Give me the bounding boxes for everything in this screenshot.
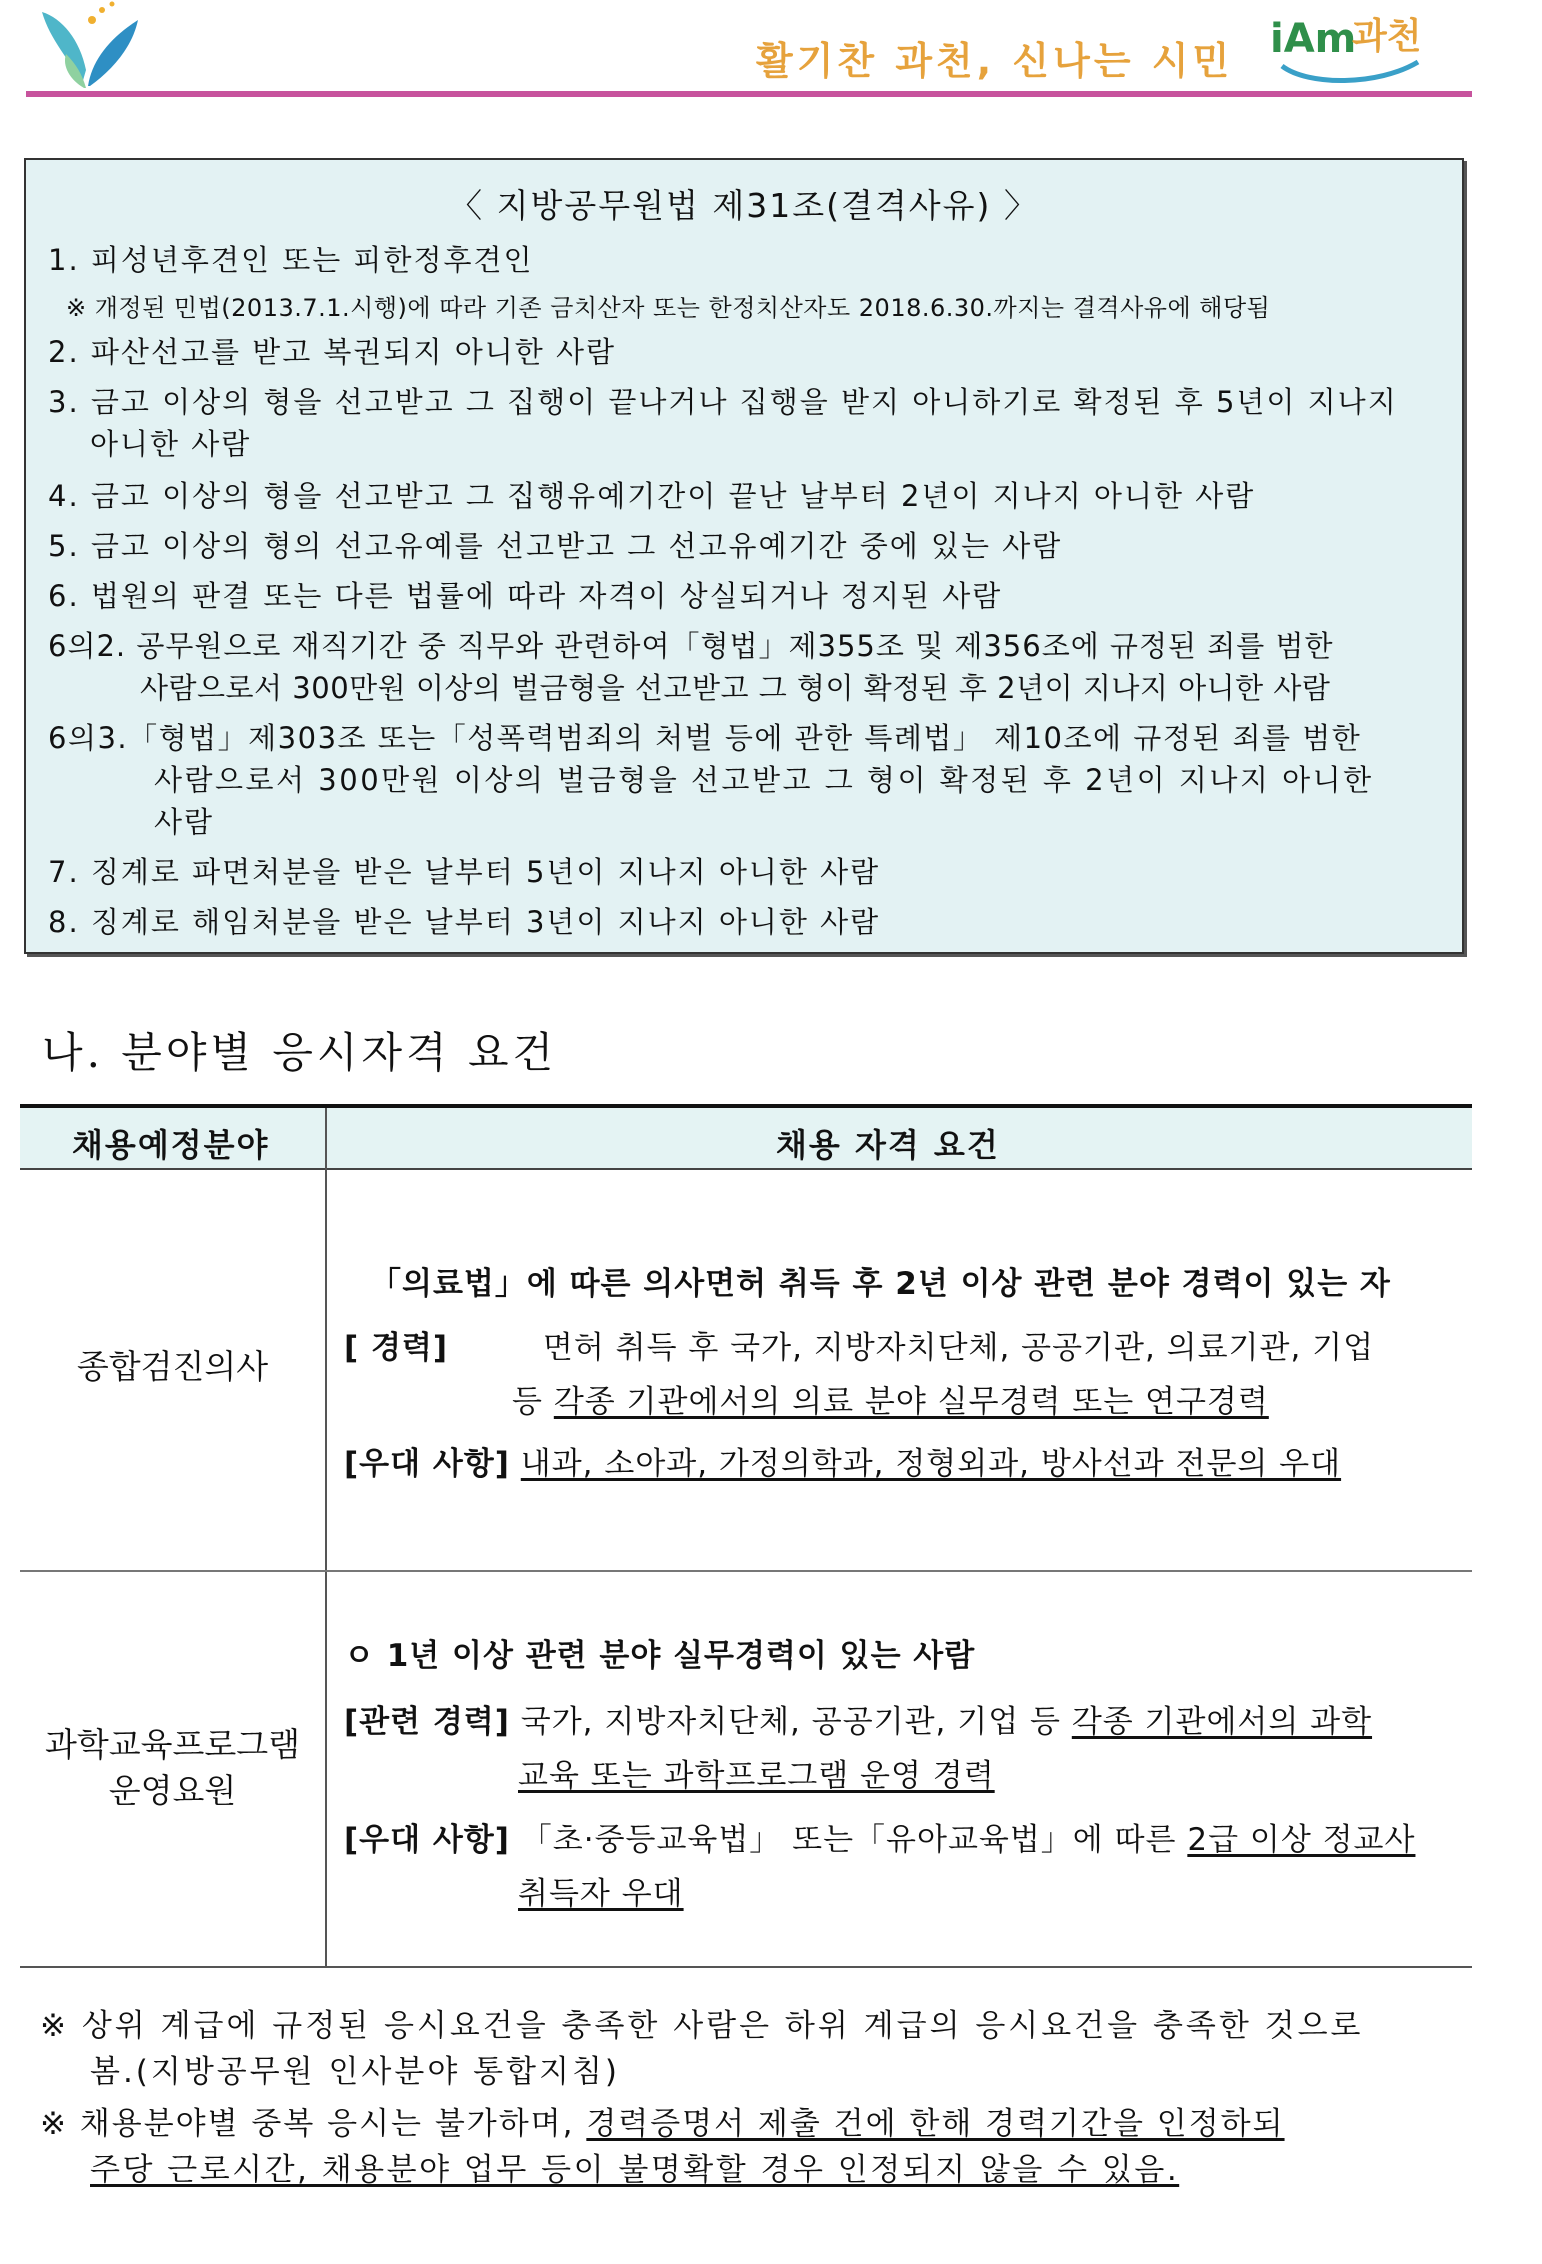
table-header-border [20, 1168, 1472, 1170]
row1-career-cont [512, 1376, 1269, 1421]
iam-gwacheon-logo-icon [1268, 6, 1438, 88]
item-4: 4. 금고 이상의 형을 선고받고 그 집행유예기간이 끝난 날부터 2년이 지나지 아니한 사람 [48, 479, 1256, 513]
item-8: 8. 징계로 해임처분을 받은 날부터 3년이 지나지 아니한 사람 [48, 905, 881, 939]
header-field: 채용예정분야 [72, 1126, 270, 1164]
item-3: 3. 금고 이상의 형을 선고받고 그 집행이 끝나거나 집행을 받지 아니하기로 확정된 후 5년이 지나지 [48, 385, 1398, 419]
item-5: 5. 금고 이상의 형의 선고유예를 선고받고 그 선고유예기간 중에 있는 사람 [48, 529, 1063, 563]
field-science-line1: 과학교육프로그램 [44, 1725, 301, 1764]
butterfly-logo-icon [40, 0, 140, 96]
footnote-1-cont: 봄.(지방공무원 인사분야 통합지침) [90, 2054, 620, 2090]
field-science-education [20, 1722, 325, 1814]
footnote-1: ※ 상위 계급에 규정된 응시요건을 충족한 사람은 하위 계급의 응시요건을 충족한 것으로 [40, 2008, 1364, 2044]
item-6-3-cont2: 사람 [154, 805, 215, 839]
row2-summary: ㅇ 1년 이상 관련 분야 실무경력이 있는 사람 [344, 1638, 976, 1674]
item-7: 7. 징계로 파면처분을 받은 날부터 5년이 지나지 아니한 사람 [48, 855, 881, 889]
header-rule [26, 91, 1472, 97]
row2-preference-cont [518, 1868, 684, 1913]
row2-career-text2: 교육 또는 과학프로그램 운영 경력 [518, 1758, 995, 1794]
item-1: 1. 피성년후견인 또는 피한정후견인 [48, 243, 534, 277]
footnote-2-cont [90, 2144, 1179, 2189]
row2-career-text-underlined: 각종 기관에서의 과학 [1071, 1704, 1373, 1740]
row2-career-cont [518, 1750, 995, 1795]
table-column-divider [325, 1108, 327, 1966]
item-6-3: 6의3.「형법」제303조 또는「성폭력범죄의 처벌 등에 관한 특례법」 제10조에 규정된 죄를 범한 [48, 721, 1362, 755]
box-title: 〈 지방공무원법 제31조(결격사유) 〉 [449, 186, 1039, 225]
row1-career [344, 1322, 1374, 1367]
row2-preference [344, 1814, 1415, 1859]
row1-pref-text: 내과, 소아과, 가정의학과, 정형외과, 방사선과 전문의 우대 [520, 1446, 1342, 1482]
row1-career-label: [ 경력] [344, 1330, 449, 1366]
footnote-2-underlined: 경력증명서 제출 건에 한해 경력기간을 인정하되 [586, 2106, 1285, 2142]
row1-pref-label: [우대 사항] [344, 1446, 510, 1482]
row1-summary: 「의료법」에 따른 의사면허 취득 후 2년 이상 관련 분야 경력이 있는 자 [370, 1266, 1391, 1302]
item-6-2-cont: 사람으로서 300만원 이상의 벌금형을 선고받고 그 형이 확정된 후 2년이 지나지 아니한 사람 [140, 671, 1331, 705]
item-3-cont: 아니한 사람 [90, 427, 252, 461]
disqualification-box [24, 158, 1464, 954]
row2-pref-text-underlined: 2급 이상 정교사 [1187, 1822, 1416, 1858]
section-title: 나. 분야별 응시자격 요건 [42, 1028, 558, 1077]
field-science-line2: 운영요원 [108, 1771, 237, 1810]
row1-career-text2-plain: 등 [512, 1384, 554, 1420]
table-row-divider [20, 1570, 1472, 1572]
item-6-2: 6의2. 공무원으로 재직기간 중 직무와 관련하여「형법」제355조 및 제356조에 규정된 죄를 범한 [48, 629, 1334, 663]
footnote-2-cont-underlined: 주당 근로시간, 채용분야 업무 등이 불명확할 경우 인정되지 않을 수 있음. [90, 2152, 1180, 2188]
table-bottom-border [20, 1966, 1472, 1968]
row2-pref-text2: 취득자 우대 [518, 1876, 684, 1912]
row2-career-text-plain: 국가, 지방자치단체, 공공기관, 기업 등 [520, 1704, 1072, 1740]
svg-text:iAm: iAm [1270, 16, 1357, 62]
field-medical-doctor: 종합검진의사 [76, 1347, 269, 1386]
row2-pref-text-plain: 「초·중등교육법」 또는「유아교육법」에 따른 [520, 1822, 1188, 1858]
row1-career-text: 면허 취득 후 국가, 지방자치단체, 공공기관, 의료기관, 기업 [542, 1330, 1375, 1366]
item-2: 2. 파산선고를 받고 복권되지 아니한 사람 [48, 335, 616, 369]
row2-career [344, 1696, 1372, 1741]
item-6: 6. 법원의 판결 또는 다른 법률에 따라 자격이 상실되거나 정지된 사람 [48, 579, 1003, 613]
row1-career-text2-underlined: 각종 기관에서의 의료 분야 실무경력 또는 연구경력 [553, 1384, 1269, 1420]
svg-text:과천: 과천 [1352, 16, 1422, 57]
row2-career-label: [관련 경력] [344, 1704, 510, 1740]
footnote-2-plain: ※ 채용분야별 중복 응시는 불가하며, [40, 2106, 587, 2142]
item-6-3-cont: 사람으로서 300만원 이상의 벌금형을 선고받고 그 형이 확정된 후 2년이 지나지 아니한 [154, 763, 1374, 797]
row1-preference [344, 1438, 1341, 1483]
item-1-note: ※ 개정된 민법(2013.7.1.시행)에 따라 기존 금치산자 또는 한정치산자도 2018.6.30.까지는 결격사유에 해당됨 [66, 294, 1271, 322]
header-requirements: 채용 자격 요건 [776, 1126, 1000, 1164]
slogan: 활기찬 과천, 신나는 시민 [756, 39, 1234, 83]
row2-pref-label: [우대 사항] [344, 1822, 510, 1858]
footnote-2 [40, 2098, 1285, 2143]
